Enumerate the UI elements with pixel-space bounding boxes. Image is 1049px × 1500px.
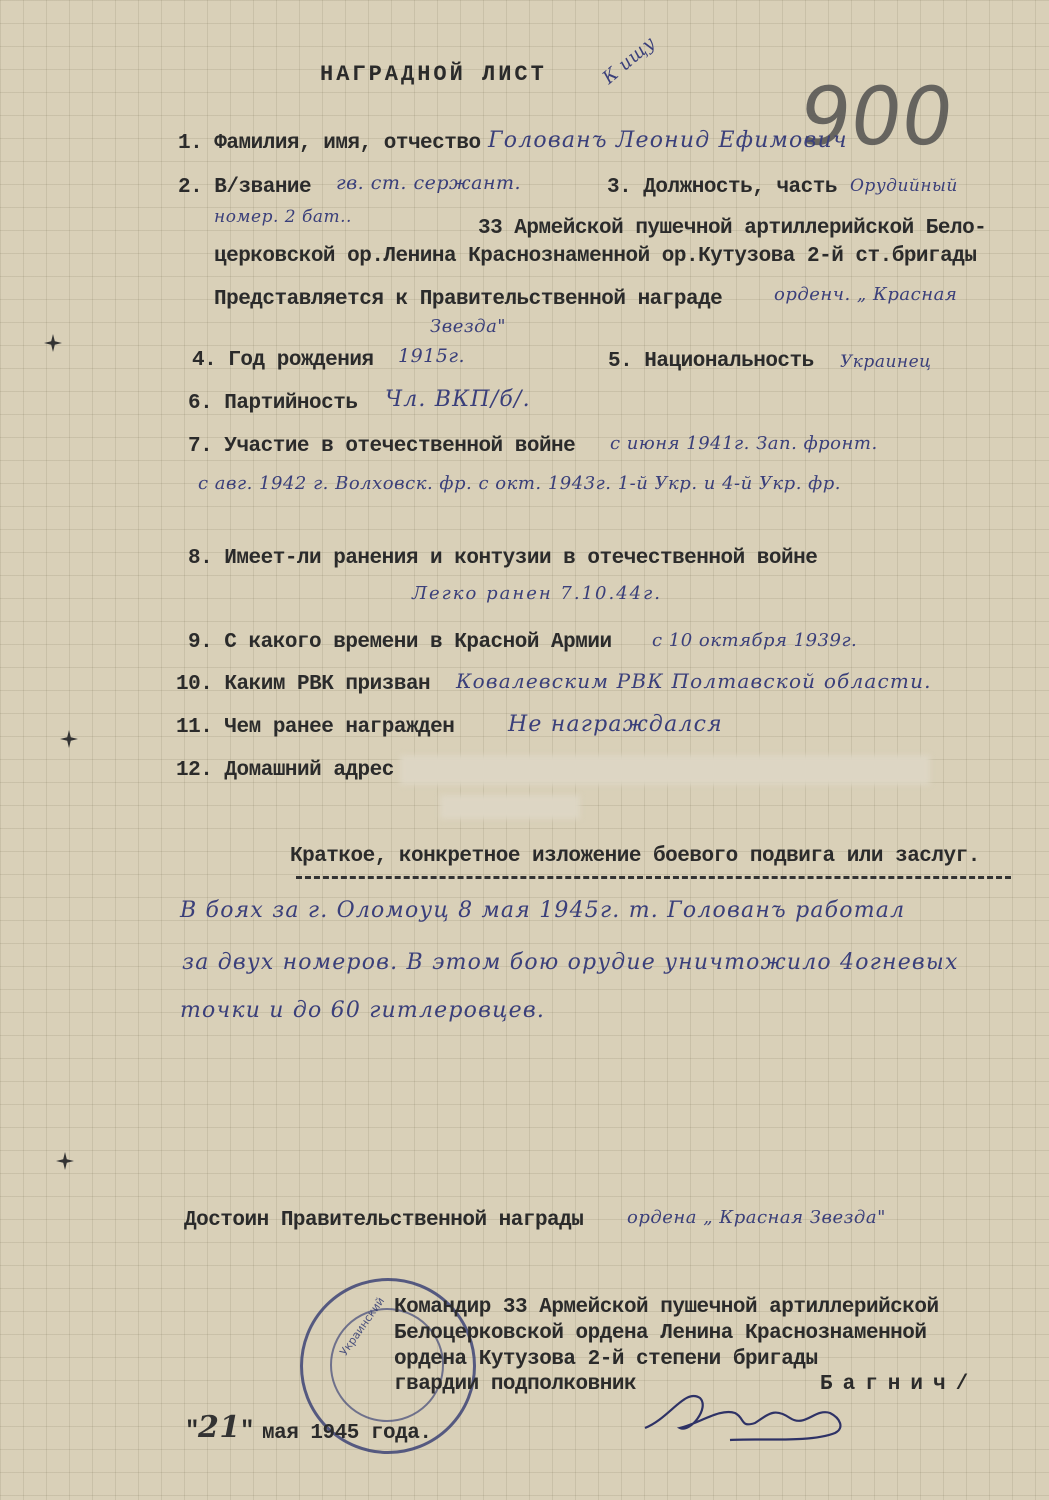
summary-line-3: точки и до 60 гитлеровцев.: [180, 998, 546, 1023]
summary-line-1: В боях за г. Оломоуц 8 мая 1945г. т. Голованъ работал: [180, 898, 906, 923]
punch-hole: [56, 1152, 74, 1170]
field-2-label: 2. В/звание: [178, 176, 312, 199]
field-12-label: 12. Домашний адрес: [176, 759, 394, 782]
summary-line-2: за двух номеров. В этом бою орудие уничтожило 4огневых: [182, 950, 959, 975]
unit-line-2: церковской ор.Ленина Краснознаменной ор.Кутузова 2-й ст.бригады: [214, 245, 977, 268]
redacted-address: [400, 755, 930, 785]
signature-line-3: ордена Кутузова 2-й степени бригады: [394, 1348, 818, 1371]
field-11-label: 11. Чем ранее награжден: [176, 716, 455, 739]
punch-hole: [60, 730, 78, 748]
page-title: НАГРАДНОЙ ЛИСТ: [320, 62, 547, 87]
signature-name: Багнич/: [820, 1373, 979, 1396]
field-5-value: Украинец: [840, 352, 932, 372]
big-number: 900: [793, 70, 960, 163]
date-rest: мая 1945 года.: [262, 1422, 432, 1445]
date-quote-close: ": [240, 1418, 254, 1445]
field-7-value-2: с авг. 1942 г. Волховск. фр. с окт. 1943г. 1-й Укр. и 4-й Укр. фр.: [198, 473, 841, 494]
field-9-label: 9. С какого времени в Красной Армии: [188, 631, 612, 654]
field-4-value: 1915г.: [398, 345, 465, 367]
field-3-label: 3. Должность, часть: [607, 176, 837, 199]
date-quote-open: ": [185, 1418, 199, 1445]
conclusion-value: ордена „ Красная Звезда": [627, 1207, 886, 1228]
field-11-value: Не награждался: [508, 712, 723, 737]
signature-line-2: Белоцерковской ордена Ленина Краснознаменной: [394, 1322, 927, 1345]
summary-underline: [296, 876, 1011, 879]
field-1-label: 1. Фамилия, имя, отчество: [178, 132, 481, 155]
field-6-label: 6. Партийность: [188, 392, 358, 415]
award-value-1: орденч. „ Красная: [774, 284, 958, 305]
corner-note: К ищу: [598, 32, 660, 89]
field-3-value-2: номер. 2 бат..: [214, 207, 352, 227]
field-2-value: гв. ст. сержант.: [336, 172, 522, 194]
handwritten-signature: [640, 1378, 860, 1448]
stamp-text: Украинский: [337, 1294, 388, 1359]
field-9-value: с 10 октября 1939г.: [652, 630, 858, 651]
conclusion-label: Достоин Правительственной награды: [184, 1209, 584, 1232]
punch-hole: [44, 334, 62, 352]
award-value-2: Звезда": [430, 316, 507, 337]
field-8-value: Легко ранен 7.10.44г.: [412, 583, 662, 604]
field-10-label: 10. Каким РВК призван: [176, 673, 431, 696]
field-8-label: 8. Имеет-ли ранения и контузии в отечественной войне: [188, 547, 818, 570]
field-7-label: 7. Участие в отечественной войне: [188, 435, 576, 458]
field-3-value-1: Орудийный: [850, 176, 958, 196]
field-10-value: Ковалевским РВК Полтавской области.: [456, 669, 932, 693]
signature-line-4: гвардии подполковник: [394, 1373, 637, 1396]
field-6-value: Чл. ВКП/б/.: [385, 387, 531, 412]
field-4-label: 4. Год рождения: [192, 349, 374, 372]
field-1-value: Голованъ Леонид Ефимович: [488, 128, 848, 153]
unit-line-1: 33 Армейской пушечной артиллерийской Бело-: [478, 217, 987, 240]
field-5-label: 5. Национальность: [608, 350, 814, 373]
redacted-address-2: [440, 795, 580, 819]
field-7-value-1: с июня 1941г. Зап. фронт.: [610, 433, 878, 454]
summary-heading: Краткое, конкретное изложение боевого подвига или заслуг.: [290, 845, 980, 868]
signature-line-1: Командир 33 Армейской пушечной артиллерийской: [394, 1296, 939, 1319]
award-label: Представляется к Правительственной награде: [214, 288, 723, 311]
date-day: 21: [198, 1410, 241, 1445]
